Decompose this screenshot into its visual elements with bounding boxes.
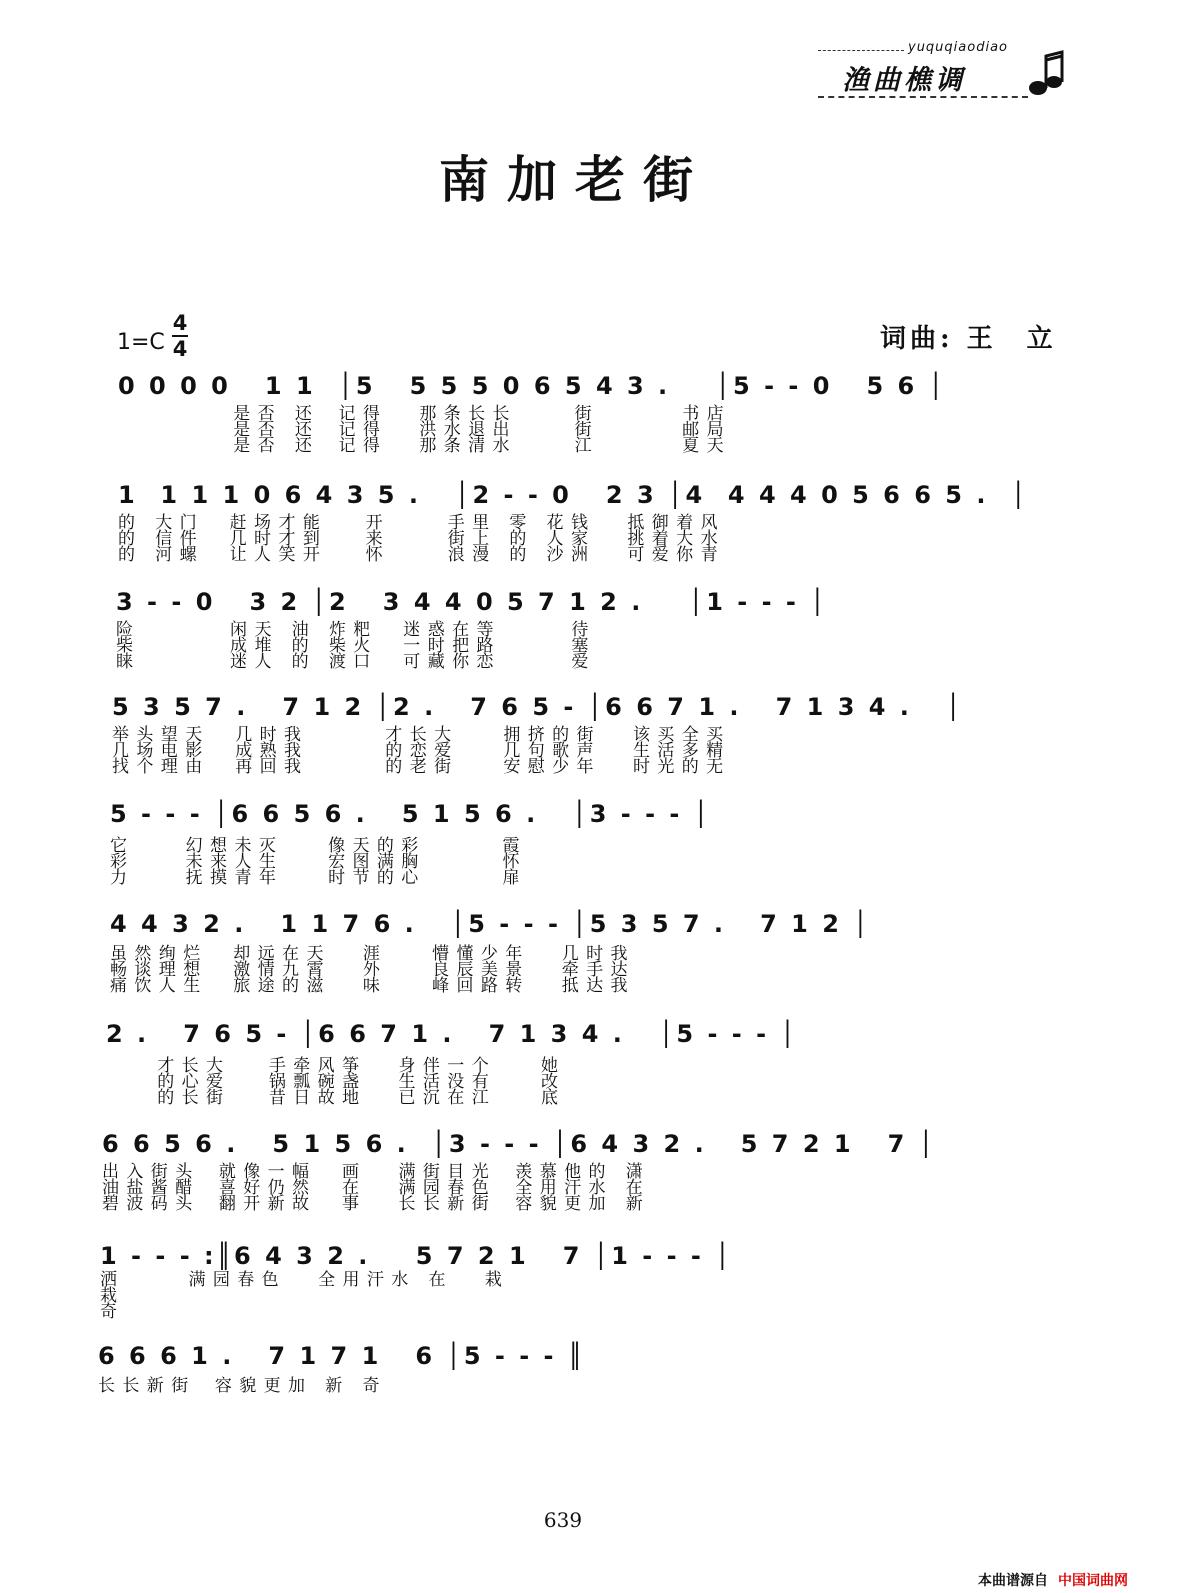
page-number: 639 [543, 1508, 583, 1532]
notation-line: 0 0 0 0 1 1 │5 5 5 5 0 6 5 4 3 . │5 - - 0 5 6 │ [118, 372, 947, 400]
lyric-line: 出 入 街 头 就 像 一 幅 画 满 街 目 光 羡 慕 他 的 潇 [102, 1162, 644, 1182]
lyric-line: 长 长 新 街 容 貌 更 加 新 奇 [98, 1376, 381, 1396]
notation-line: 5 3 5 7 . 7 1 2 │2 . 7 6 5 - │6 6 7 1 . 7 1 3 4 . │ [112, 693, 964, 721]
lyric-line: 找 个 理 由 再 回 我 的 老 街 安 慰 少 年 时 光 的 无 [112, 757, 725, 777]
lyric-line: 栽 [100, 1286, 118, 1306]
source-credit [978, 1570, 1128, 1590]
brand-pinyin: yuquqiaodiao [908, 40, 1008, 55]
lyric-line: 是 否 还 记 得 那 条 长 长 街 书 店 [118, 404, 725, 424]
score-row [112, 693, 964, 777]
credit-site: 中国词曲网 [1058, 1573, 1128, 1589]
brand-divider [818, 96, 1028, 98]
score-row [116, 588, 828, 672]
time-signature-top: 4 [172, 311, 188, 335]
notation-line: 5 - - - │6 6 5 6 . 5 1 5 6 . │3 - - - │ [110, 800, 712, 828]
lyric-line: 的 大 门 赶 场 才 能 开 手 里 零 花 钱 抵 御 着 风 [118, 513, 719, 533]
lyric-line: 的 长 街 昔 日 故 地 已 沉 在 江 底 [106, 1088, 559, 1108]
lyric-line: 是 否 还 记 得 那 条 清 水 江 夏 天 [118, 436, 725, 456]
lyric-line: 力 抚 摸 青 年 时 节 的 心 扉 [110, 868, 521, 888]
score-row [110, 800, 712, 888]
lyric-line: 洒 满 园 春 色 全 用 汗 水 在 栽 [100, 1270, 503, 1290]
lyric-line: 彩 未 来 人 生 宏 图 满 胸 怀 [110, 852, 521, 872]
notation-line: 1 1 1 1 0 6 4 3 5 . │2 - - 0 2 3 │4 4 4 4 0 5 6 6 5 . │ [118, 481, 1029, 509]
score-row [110, 910, 871, 996]
time-signature-bottom: 4 [172, 337, 188, 361]
notation-line: 2 . 7 6 5 - │6 6 7 1 . 7 1 3 4 . │5 - - - │ [106, 1020, 798, 1048]
lyric-line: 它 幻 想 未 灭 像 天 的 彩 霞 [110, 836, 521, 856]
lyric-line: 碧 波 码 头 翻 开 新 故 事 长 长 新 街 容 貌 更 加 新 [102, 1194, 644, 1214]
lyric-line: 的 心 爱 锅 瓢 碗 盏 生 活 没 有 改 [106, 1072, 559, 1092]
credit-source: 本曲谱源自 [978, 1573, 1048, 1589]
lyric-line: 奇 [100, 1302, 118, 1322]
brand-mark [818, 40, 1068, 102]
lyric-line: 虽 然 绚 烂 却 远 在 天 涯 懵 懂 少 年 几 时 我 [110, 944, 629, 964]
lyric-line: 柴 成 堆 的 柴 火 一 时 把 路 塞 [116, 636, 590, 656]
score-row [100, 1242, 733, 1322]
lyric-line: 畅 谈 理 想 激 情 九 霄 外 良 辰 美 景 牵 手 达 [110, 960, 629, 980]
notation-line: 4 4 3 2 . 1 1 7 6 . │5 - - - │5 3 5 7 . 7 1 2 │ [110, 910, 871, 938]
lyric-line: 是 否 还 记 得 洪 水 退 出 街 邮 局 [118, 420, 725, 440]
brand-name: 渔曲樵调 [842, 65, 966, 96]
score-row [98, 1342, 586, 1396]
lyric-line: 险 闲 天 油 炸 粑 迷 惑 在 等 待 [116, 620, 590, 640]
score-row [102, 1130, 937, 1214]
lyric-line: 痛 饮 人 生 旅 途 的 滋 味 峰 回 路 转 抵 达 我 [110, 976, 629, 996]
lyric-line: 油 盐 酱 醋 喜 好 仍 然 在 满 园 春 色 全 用 汗 水 在 [102, 1178, 644, 1198]
notation-line: 3 - - 0 3 2 │2 3 4 4 0 5 7 1 2 . │1 - - - │ [116, 588, 828, 616]
score-row [118, 372, 947, 456]
score-row [106, 1020, 798, 1108]
lyric-line: 的 河 螺 让 人 笑 开 怀 浪 漫 的 沙 洲 可 爱 你 青 [118, 545, 719, 565]
key-label: 1=C [117, 330, 165, 355]
lyric-line: 睐 迷 人 的 渡 口 可 藏 你 恋 爱 [116, 652, 590, 672]
lyric-line: 才 长 大 手 牵 风 筝 身 伴 一 个 她 [106, 1056, 559, 1076]
score-row [118, 481, 1029, 565]
notation-line: 1 - - - :║6 4 3 2 . 5 7 2 1 7 │1 - - - │ [100, 1242, 733, 1270]
composer-credit: 词曲: 王 立 [880, 324, 1057, 354]
notation-line: 6 6 6 1 . 7 1 7 1 6 │5 - - - ║ [98, 1342, 586, 1370]
brand-divider [818, 50, 904, 51]
time-signature [172, 312, 188, 360]
lyric-line: 几 场 电 影 成 熟 我 的 恋 爱 几 句 歌 声 生 活 多 精 [112, 741, 725, 761]
lyric-line: 的 信 件 几 时 才 到 来 街 上 的 人 家 挑 着 大 水 [118, 529, 719, 549]
music-note-icon [1026, 50, 1066, 100]
lyric-line: 举 头 望 天 几 时 我 才 长 大 拥 挤 的 街 该 买 全 买 [112, 725, 725, 745]
song-title: 南加老街 [439, 151, 711, 209]
notation-line: 6 6 5 6 . 5 1 5 6 . │3 - - - │6 4 3 2 . 5 7 2 1 7 │ [102, 1130, 937, 1158]
